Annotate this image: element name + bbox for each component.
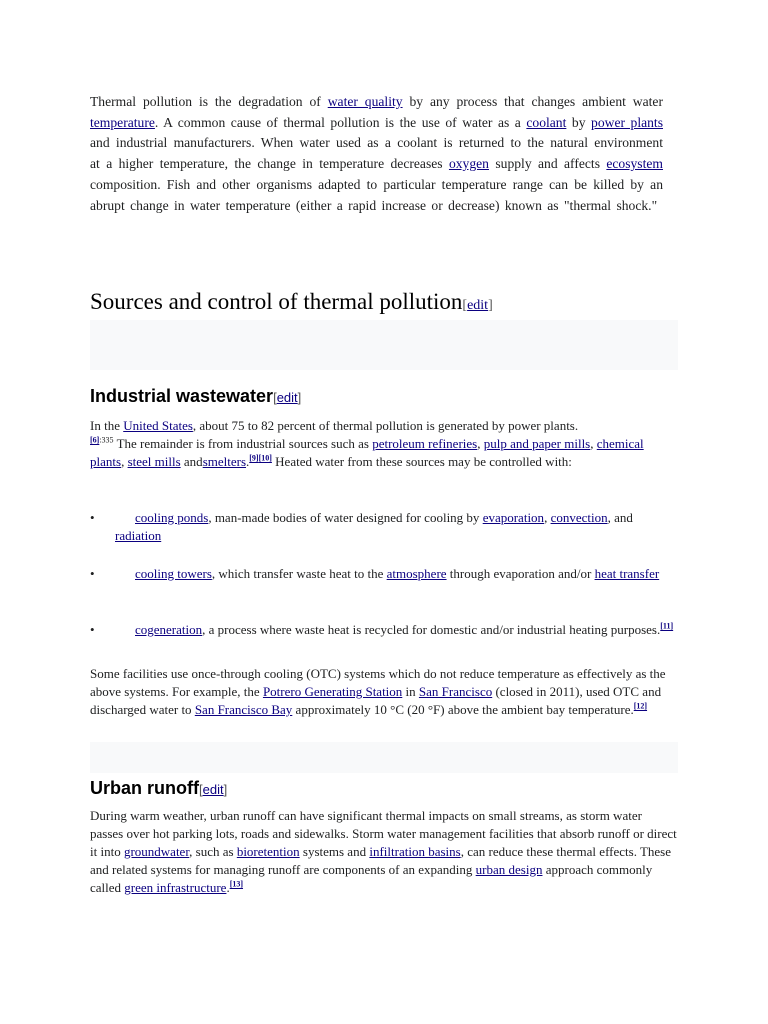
industrial-heading: [90, 384, 678, 410]
link-san-francisco[interactable]: San Francisco: [418, 684, 493, 699]
item-text: , man-made bodies of water designed for cooling by: [208, 510, 483, 525]
shaded-box: [90, 320, 678, 370]
industrial-edit: [273, 390, 301, 405]
paragraph-text: ,: [121, 454, 128, 469]
reference: [249, 454, 272, 463]
link-chemical-plants[interactable]: chemical plants: [90, 436, 644, 469]
paragraph-text: Some facilities use once-through cooling (OTC) systems which do not reduce temperature as effectively as the above systems. For example, the: [90, 666, 666, 699]
bracket-close: ]: [488, 298, 493, 313]
paragraph-text: ,: [590, 436, 597, 451]
intro-text: by: [566, 114, 592, 130]
industrial-paragraph: [90, 417, 678, 471]
bullet-icon: •: [90, 566, 95, 581]
bracket-close: ]: [223, 782, 228, 797]
urban-edit-link[interactable]: edit: [202, 782, 224, 797]
link-bioretention[interactable]: bioretention: [236, 844, 300, 859]
paragraph-text: Heated water from these sources may be controlled with:: [271, 454, 572, 469]
intro-text: . A common cause of thermal pollution is the use of water as a: [154, 114, 527, 130]
ref-link[interactable]: [12]: [633, 701, 648, 711]
paragraph-text: (closed in 2011), used OTC and discharged water to: [90, 684, 662, 717]
link-petroleum-refineries[interactable]: petroleum refineries: [372, 436, 478, 451]
link-temperature[interactable]: temperature: [90, 114, 155, 130]
item-text: ,: [544, 510, 551, 525]
otc-paragraph: [90, 665, 678, 719]
link-heat-transfer[interactable]: heat transfer: [594, 566, 660, 581]
ref-link[interactable]: [10]: [258, 453, 272, 463]
link-smelters[interactable]: smelters: [202, 454, 247, 469]
link-cogeneration[interactable]: cogeneration: [135, 622, 203, 637]
industrial-title: Industrial wastewater: [90, 386, 274, 406]
paragraph-text: systems and: [299, 844, 370, 859]
bracket-close: ]: [297, 390, 302, 405]
reference: [634, 702, 647, 711]
paragraph-text: During warm weather, urban runoff can have significant thermal impacts on small streams, as storm water passes over hot parking lots, roads and sidewalks. Storm water management facilities that absorb runoff or direct it into: [90, 808, 677, 859]
paragraph-text: , about 75 to 82 percent of thermal pollution is generated by power plants.: [192, 418, 579, 433]
item-text: , which transfer waste heat to the: [211, 566, 387, 581]
urban-heading: [90, 776, 678, 802]
link-green-infrastructure[interactable]: green infrastructure: [124, 880, 227, 895]
intro-paragraph: [90, 92, 663, 216]
list-item-text: [115, 509, 675, 545]
paragraph-text: The remainder is from industrial sources such as: [113, 436, 373, 451]
link-united-states[interactable]: United States: [123, 418, 193, 433]
shaded-box: [90, 742, 678, 773]
intro-text: supply and affects: [488, 156, 607, 172]
urban-paragraph: [90, 807, 678, 897]
reference: [660, 622, 673, 631]
item-text: , a process where waste heat is recycled for domestic and/or industrial heating purposes.: [202, 622, 661, 637]
bullet-icon: •: [90, 622, 95, 637]
link-sf-bay[interactable]: San Francisco Bay: [194, 702, 293, 717]
urban-title: Urban runoff: [90, 778, 199, 798]
bullet-icon: •: [90, 510, 95, 525]
paragraph-text: in: [402, 684, 419, 699]
reference: [90, 436, 114, 445]
link-pulp-paper-mills[interactable]: pulp and paper mills: [483, 436, 591, 451]
link-oxygen[interactable]: oxygen: [448, 156, 489, 172]
link-ecosystem[interactable]: ecosystem: [606, 156, 663, 172]
link-atmosphere[interactable]: atmosphere: [386, 566, 447, 581]
ref-link[interactable]: [11]: [660, 621, 674, 631]
bracket-open: [: [198, 782, 203, 797]
list-item-first: [115, 510, 208, 525]
ref-page: :335: [99, 435, 114, 445]
ref-link[interactable]: [6]: [90, 435, 100, 445]
paragraph-text: .: [226, 880, 230, 895]
list-item-text: [115, 565, 675, 583]
intro-text: Thermal pollution is the degradation of: [90, 94, 328, 109]
list-item-text: [115, 621, 675, 639]
industrial-edit-link[interactable]: edit: [276, 390, 298, 405]
link-groundwater[interactable]: groundwater: [123, 844, 190, 859]
bracket-open: [: [273, 390, 277, 405]
article: [90, 0, 678, 1024]
ref-link[interactable]: [13]: [229, 879, 244, 889]
intro-text: by any process that changes ambient water: [402, 94, 663, 109]
paragraph-text: ,: [477, 436, 484, 451]
paragraph-text: , such as: [189, 844, 237, 859]
item-text: through evaporation and/or: [446, 566, 595, 581]
section-edit-link[interactable]: edit: [467, 298, 489, 313]
link-power-plants[interactable]: power plants: [591, 114, 663, 130]
link-convection[interactable]: convection: [550, 510, 608, 525]
paragraph-text: approximately 10 °C (20 °F) above the ambient bay temperature.: [292, 702, 634, 717]
link-radiation[interactable]: radiation: [115, 528, 162, 543]
link-cooling-ponds[interactable]: cooling ponds: [135, 510, 209, 525]
link-urban-design[interactable]: urban design: [475, 862, 543, 877]
item-text: , and: [607, 510, 633, 525]
paragraph-text: approach commonly called: [90, 862, 653, 895]
section-title: Sources and control of thermal pollution: [90, 289, 463, 314]
intro-text: and industrial manufacturers. When water used as a coolant is returned to the natural environment at a higher temperature, the change in temperature decreases: [90, 135, 663, 172]
link-evaporation[interactable]: evaporation: [482, 510, 545, 525]
link-steel-mills[interactable]: steel mills: [127, 454, 181, 469]
bracket-open: [: [462, 298, 468, 313]
paragraph-text: , can reduce these thermal effects. These and related systems for managing runoff are components of an expanding: [90, 844, 672, 877]
paragraph-text: .: [246, 454, 250, 469]
ref-link[interactable]: [9]: [249, 453, 259, 463]
section-edit: [462, 298, 492, 313]
link-cooling-towers[interactable]: cooling towers: [135, 566, 212, 581]
link-water-quality[interactable]: water quality: [327, 94, 403, 109]
paragraph-text: In the: [90, 418, 124, 433]
urban-edit: [199, 782, 227, 797]
list-item-first: [115, 622, 202, 637]
paragraph-text: and: [180, 454, 203, 469]
reference: [230, 880, 243, 889]
list-item-first: [115, 566, 212, 581]
section-heading: [90, 287, 678, 324]
intro-text: composition. Fish and other organisms adapted to particular temperature range can be killed by an abrupt change in water temperature (either a rapid increase or decrease) known as "thermal shock.": [90, 176, 663, 213]
link-infiltration-basins[interactable]: infiltration basins: [369, 844, 461, 859]
link-potrero[interactable]: Potrero Generating Station: [262, 684, 403, 699]
link-coolant[interactable]: coolant: [526, 114, 567, 130]
